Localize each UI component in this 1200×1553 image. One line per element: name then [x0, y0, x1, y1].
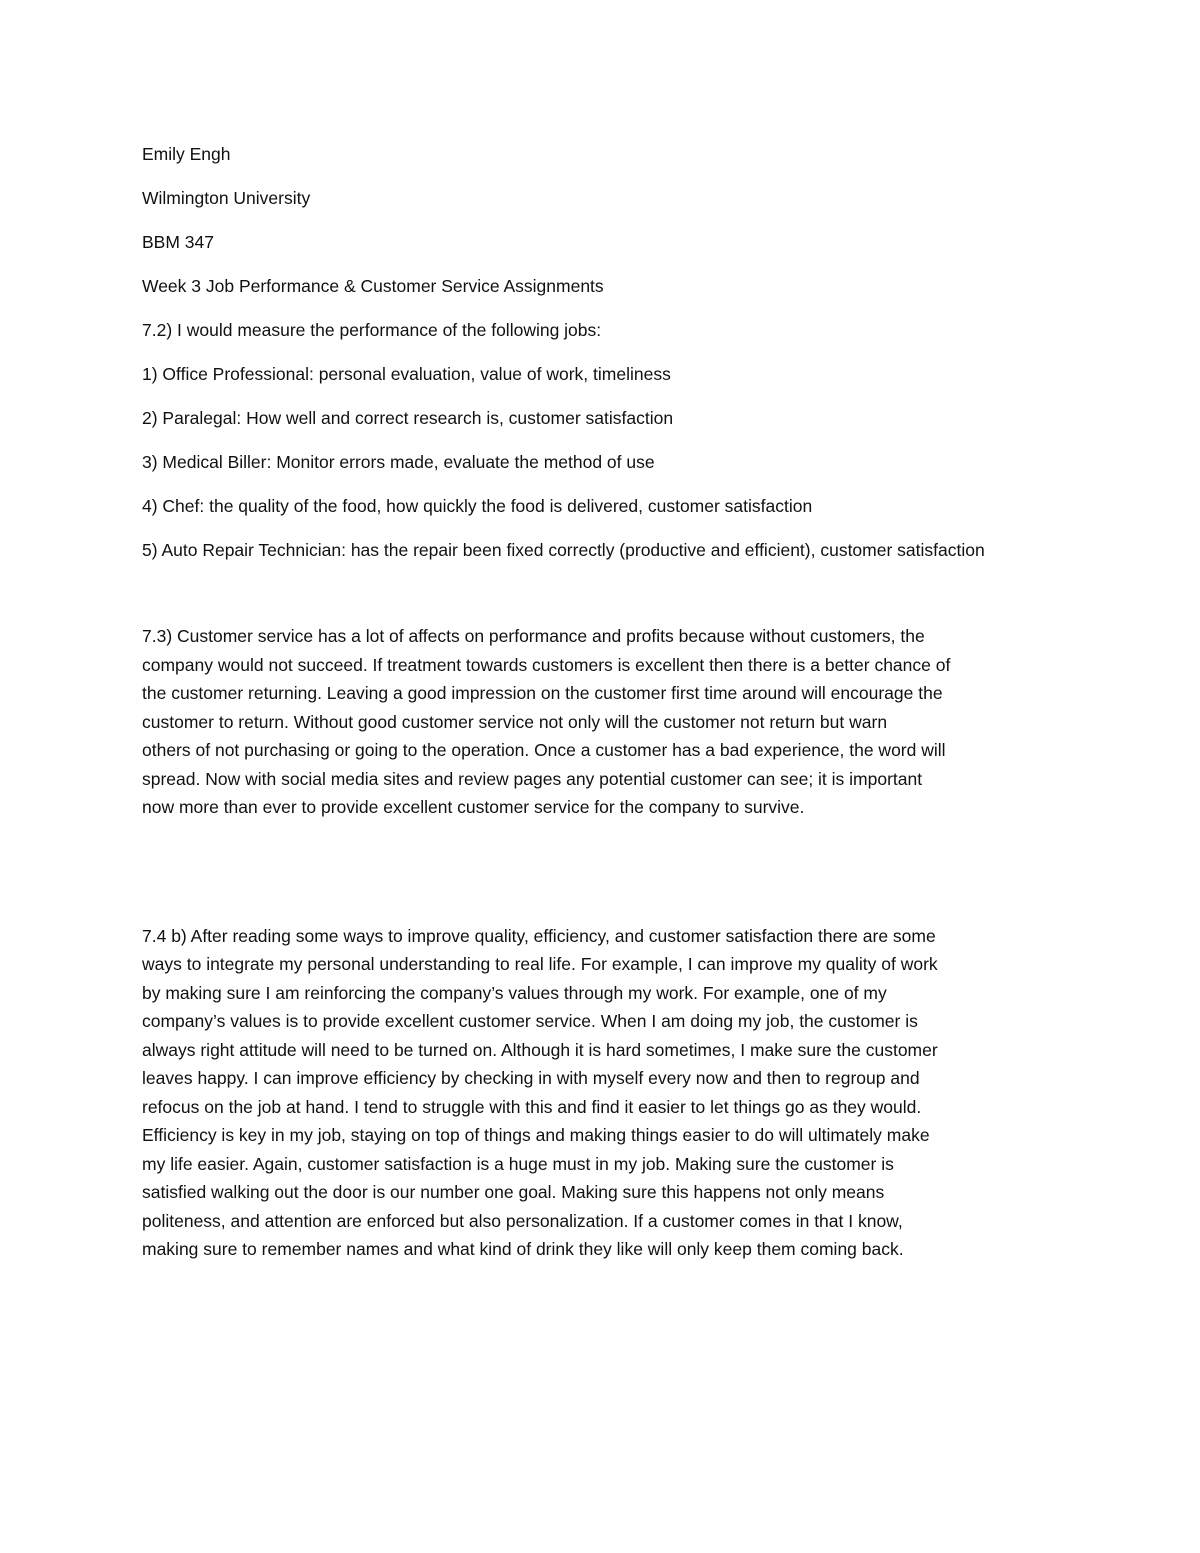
assignment-title: Week 3 Job Performance & Customer Service Assignments	[142, 276, 604, 296]
paragraph-line: 7.4 b) After reading some ways to improve quality, efficiency, and customer satisfaction there are some	[142, 925, 936, 946]
job-item: 1) Office Professional: personal evaluation, value of work, timeliness	[142, 364, 671, 384]
paragraph-line: now more than ever to provide excellent customer service for the company to survive.	[142, 797, 805, 817]
spacer	[142, 580, 1072, 622]
paragraph-line: the customer returning. Leaving a good impression on the customer first time around will encourage the	[142, 683, 943, 703]
course-code: BBM 347	[142, 232, 214, 252]
paragraph-line: Efficiency is key in my job, staying on top of things and making things easier to do will ultimately make	[142, 1125, 930, 1145]
paragraph-line: refocus on the job at hand. I tend to struggle with this and find it easier to let things go as they would.	[142, 1096, 922, 1117]
paragraph-line: 7.3) Customer service has a lot of affects on performance and profits because without customers, the	[142, 626, 925, 646]
job-item: 4) Chef: the quality of the food, how quickly the food is delivered, customer satisfaction	[142, 496, 813, 516]
school-name: Wilmington University	[142, 188, 311, 208]
paragraph-line: always right attitude will need to be turned on. Although it is hard sometimes, I make sure the customer	[142, 1039, 938, 1060]
section-7-2-intro: 7.2) I would measure the performance of the following jobs:	[142, 320, 602, 340]
paragraph-line: spread. Now with social media sites and review pages any potential customer can see; it is important	[142, 768, 923, 789]
paragraph-line: company’s values is to provide excellent customer service. When I am doing my job, the customer is	[142, 1011, 918, 1031]
job-item: 3) Medical Biller: Monitor errors made, evaluate the method of use	[142, 452, 655, 472]
paragraph-line: leaves happy. I can improve efficiency by checking in with myself every now and then to regroup and	[142, 1068, 920, 1088]
paragraph-line: politeness, and attention are enforced but also personalization. If a customer comes in that I know,	[142, 1210, 903, 1231]
paragraph-line: making sure to remember names and what kind of drink they like will only keep them coming back.	[142, 1239, 904, 1259]
paragraph-line: company would not succeed. If treatment towards customers is excellent then there is a better chance of	[142, 654, 951, 675]
paragraph-line: my life easier. Again, customer satisfaction is a huge must in my job. Making sure the customer is	[142, 1153, 894, 1174]
section-7-4-paragraph	[142, 922, 1072, 1264]
section-7-3-paragraph	[142, 622, 1072, 822]
spacer	[142, 822, 1072, 922]
paragraph-line: ways to integrate my personal understanding to real life. For example, I can improve my quality of work	[142, 954, 938, 974]
paragraph-line: others of not purchasing or going to the operation. Once a customer has a bad experience, the word will	[142, 740, 946, 760]
paragraph-line: by making sure I am reinforcing the company’s values through my work. For example, one of my	[142, 982, 887, 1003]
paragraph-line: satisfied walking out the door is our number one goal. Making sure this happens not only means	[142, 1182, 885, 1202]
author-name: Emily Engh	[142, 144, 231, 164]
paragraph-line: customer to return. Without good customer service not only will the customer not return but warn	[142, 711, 888, 732]
document-body	[142, 140, 1072, 1264]
job-item: 5) Auto Repair Technician: has the repair been fixed correctly (productive and efficient), customer satisfaction	[142, 540, 985, 560]
job-item: 2) Paralegal: How well and correct research is, customer satisfaction	[142, 408, 674, 428]
